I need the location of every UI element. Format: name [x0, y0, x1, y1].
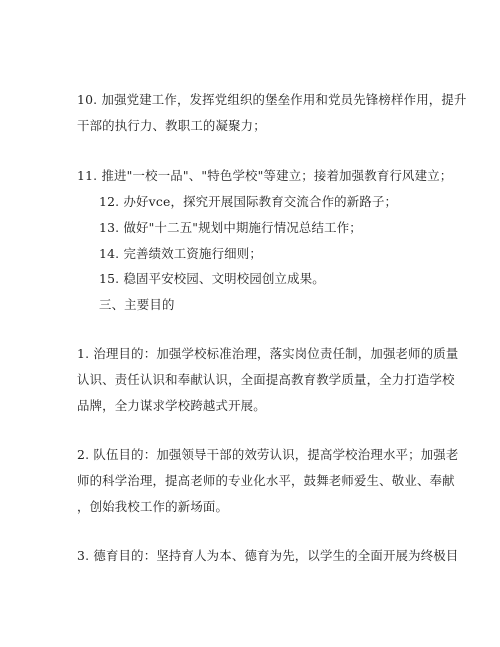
goal-3-line-1: 3. 德育目的：坚持育人为本、德育为先，以学生的全面开展为终极目 [77, 548, 459, 563]
item-10-line-2: 干部的执行力、教职工的凝聚力； [77, 118, 266, 133]
item-13: 13. 做好"十二五"规划中期施行情况总结工作； [99, 220, 362, 235]
goal-2-line-2: 师的科学治理，提高老师的专业化水平，鼓舞老师爱生、敬业、奉献 [77, 473, 455, 488]
item-14: 14. 完善绩效工资施行细则； [99, 246, 262, 261]
goal-1-line-2: 认识、责任认识和奉献认识，全面提高教育教学质量，全力打造学校 [77, 372, 455, 387]
item-12: 12. 办好vce，探究开展国际教育交流合作的新路子； [99, 194, 398, 209]
item-15: 15. 稳固平安校园、文明校园创立成果。 [99, 271, 325, 286]
goal-1-line-1: 1. 治理目的：加强学校标准治理，落实岗位责任制，加强老师的质量 [77, 346, 459, 361]
section-3-heading: 三、主要目的 [99, 297, 175, 312]
goal-1-line-3: 品牌，全力谋求学校跨越式开展。 [77, 398, 266, 413]
item-10-line-1: 10. 加强党建工作，发挥党组织的堡垒作用和党员先锋榜样作用，提升 [77, 92, 467, 107]
goal-2-line-1: 2. 队伍目的：加强领导干部的效劳认识，提高学校治理水平；加强老 [77, 447, 459, 462]
goal-2-line-3: ，创始我校工作的新场面。 [77, 499, 229, 514]
item-11: 11. 推进"一校一品"、"特色学校"等建立；接着加强教育行风建立； [77, 168, 453, 183]
